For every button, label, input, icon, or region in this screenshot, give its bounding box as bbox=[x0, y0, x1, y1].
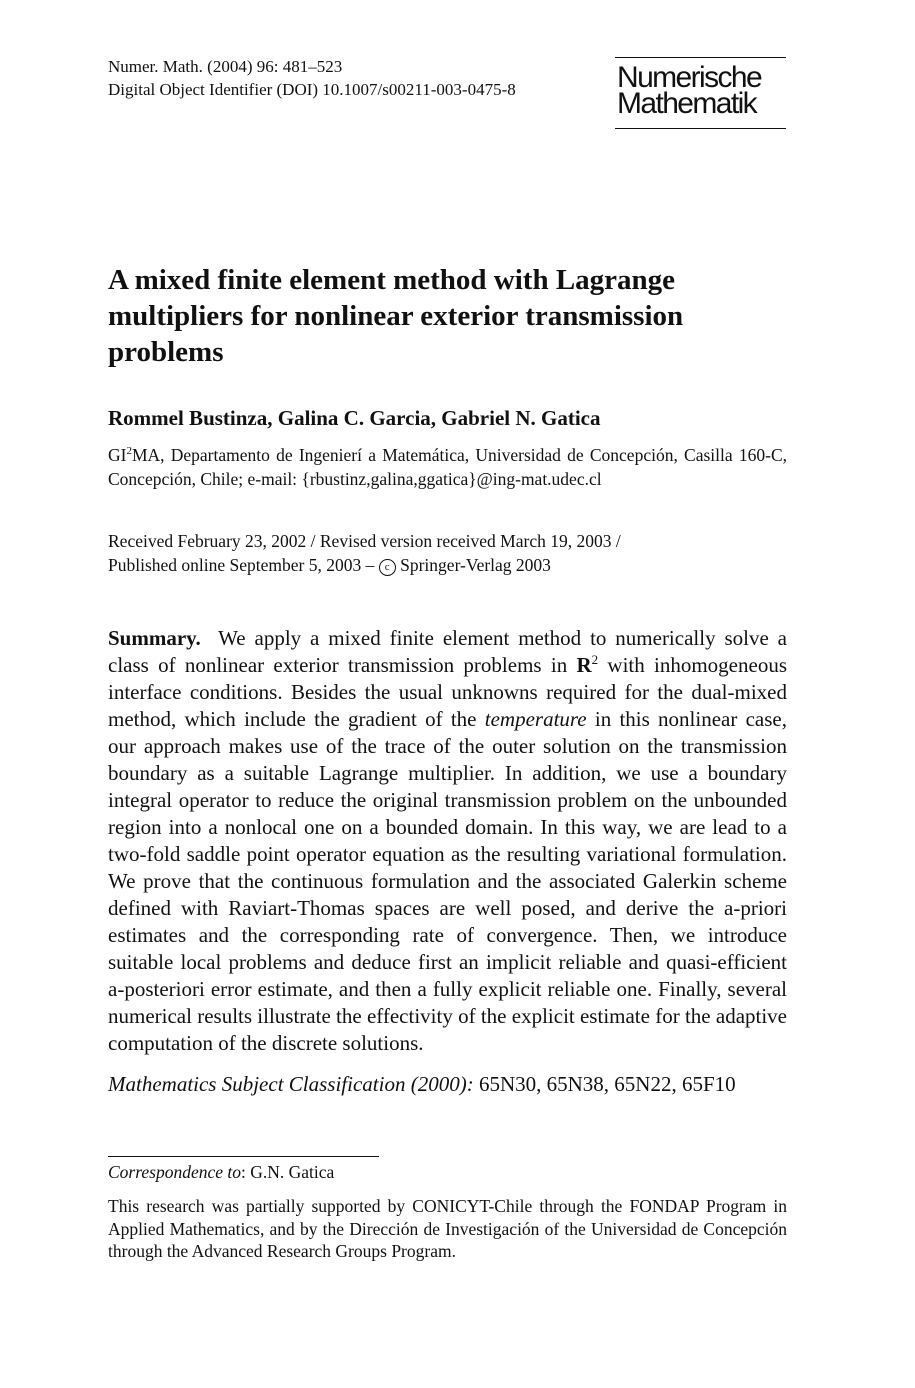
author-list: Rommel Bustinza, Galina C. Garcia, Gabriel N. Gatica bbox=[108, 406, 601, 430]
msc-classification bbox=[108, 1070, 787, 1098]
summary-label: Summary. bbox=[108, 626, 201, 650]
footnote-divider bbox=[108, 1156, 379, 1157]
summary-text-2: with inhomogeneous interface conditions. Besides the usual unknowns required for the dual-mixed method, which include the gradient of the bbox=[108, 653, 787, 731]
copyright-icon: c bbox=[379, 559, 396, 576]
published-line bbox=[108, 553, 787, 577]
summary-italic-term: temperature bbox=[484, 707, 587, 731]
affiliation-text: MA, Departamento de Ingenierí a Matemática, Universidad de Concepción, Casilla 160-C, Concepción, Chile; e-mail: {rbustinz,galina,ggatica}@ing-mat.udec.cl bbox=[108, 445, 787, 489]
affiliation bbox=[108, 443, 787, 491]
summary-text-3: in this nonlinear case, our approach makes use of the trace of the outer solution on the transmission boundary as a suitable Lagrange multiplier. In addition, we use a boundary integral operator to reduce the original transmission problem on the unbounded region into a nonlocal one on a bounded domain. In this way, we are lead to a two-fold saddle point operator equation as the resulting variational formulation. We prove that the continuous formulation and the associated Galerkin scheme defined with Raviart-Thomas spaces are well posed, and derive the a-priori estimates and the corresponding rate of convergence. Then, we introduce suitable local problems and deduce first an implicit reliable and quasi-efficient a-posteriori error estimate, and then a fully explicit reliable one. Finally, several numerical results illustrate the effectivity of the explicit estimate for the adaptive computation of the discrete solutions. bbox=[108, 707, 787, 1055]
journal-logo-line2: Mathematik bbox=[617, 87, 757, 120]
published-text: Published online September 5, 2003 – bbox=[108, 555, 379, 575]
affiliation-superscript: 2 bbox=[126, 445, 132, 458]
citation-header bbox=[108, 55, 516, 101]
correspondence-label: Correspondence to bbox=[108, 1162, 242, 1182]
paper-title: A mixed finite element method with Lagrange multipliers for nonlinear exterior transmission problems bbox=[108, 264, 684, 368]
journal-citation: Numer. Math. (2004) 96: 481–523 bbox=[108, 57, 343, 76]
correspondence-footnote bbox=[108, 1160, 334, 1184]
summary-text-1: We apply a mixed finite element method to numerically solve a class of nonlinear exterior transmission problems in bbox=[108, 626, 788, 677]
msc-codes: 65N30, 65N38, 65N22, 65F10 bbox=[473, 1072, 736, 1096]
journal-logo bbox=[615, 57, 786, 129]
publisher-text: Springer-Verlag 2003 bbox=[395, 555, 551, 575]
received-revised-line: Received February 23, 2002 / Revised version received March 19, 2003 / bbox=[108, 531, 621, 551]
summary-abstract bbox=[108, 625, 787, 1057]
funding-footnote: This research was partially supported by CONICYT-Chile through the FONDAP Program in Applied Mathematics, and by the Dirección de Investigación of the Universidad de Concepción through the Advanced Research Groups Program. bbox=[108, 1196, 787, 1261]
publication-dates bbox=[108, 529, 787, 577]
correspondence-value: : G.N. Gatica bbox=[241, 1162, 335, 1182]
doi-line: Digital Object Identifier (DOI) 10.1007/s00211-003-0475-8 bbox=[108, 80, 516, 99]
math-superscript: 2 bbox=[591, 652, 599, 667]
math-symbol: R bbox=[576, 653, 592, 677]
msc-label: Mathematics Subject Classification (2000): bbox=[108, 1072, 474, 1096]
affiliation-prefix: GI bbox=[108, 445, 127, 465]
journal-logo-line1: Numerische bbox=[617, 61, 762, 94]
